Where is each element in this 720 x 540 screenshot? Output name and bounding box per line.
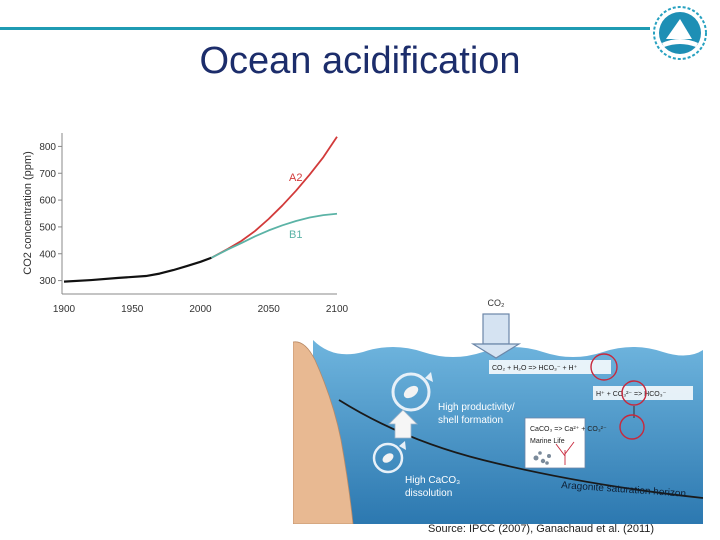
title-rule [0,27,650,30]
x-tick-label: 2000 [189,304,212,315]
source-citation: Source: IPCC (2007), Ganachaud et al. (2011) [428,523,655,535]
y-tick-label: 400 [39,249,56,261]
x-tick-label: 1950 [121,304,144,315]
y-tick-label: 300 [39,276,56,288]
y-axis-label: CO2 concentration (ppm) [22,151,34,275]
productivity-label-line2: shell formation [438,415,504,426]
x-tick-label: 2100 [325,304,349,315]
productivity-label-line1: High productivity/ [438,402,515,413]
ocean-carbonate-diagram [293,290,703,524]
dissolution-label-line2: dissolution [405,488,453,499]
equation-2: H⁺ + CO₃²⁻ => HCO₃⁻ [596,391,667,398]
x-tick-label: 2050 [257,304,280,315]
y-tick-label: 700 [39,168,56,180]
y-tick-label: 600 [39,195,56,207]
y-tick-label: 500 [39,222,56,234]
dissolution-label-line1: High CaCO₃ [405,475,461,486]
co2-label: CO₂ [487,298,505,308]
co2-down-arrow-shaft [483,314,509,344]
slide-title: Ocean acidification [199,40,521,82]
horizon-label: Aragonite saturation horizon [560,480,687,500]
equation-3: CaCO₃ => Ca²⁺ + CO₃²⁻ [530,426,607,433]
series-line-a2 [211,137,337,258]
series-line-historical [64,258,211,282]
series-line-b1 [211,214,337,258]
series-label-b1: B1 [289,229,303,241]
series-label-a2: A2 [289,172,303,184]
x-tick-label: 1900 [52,304,76,315]
equation-1: CO₂ + H₂O => HCO₃⁻ + H⁺ [492,365,578,372]
marine-life-label: Marine Life [530,438,565,445]
y-tick-label: 800 [39,141,56,153]
